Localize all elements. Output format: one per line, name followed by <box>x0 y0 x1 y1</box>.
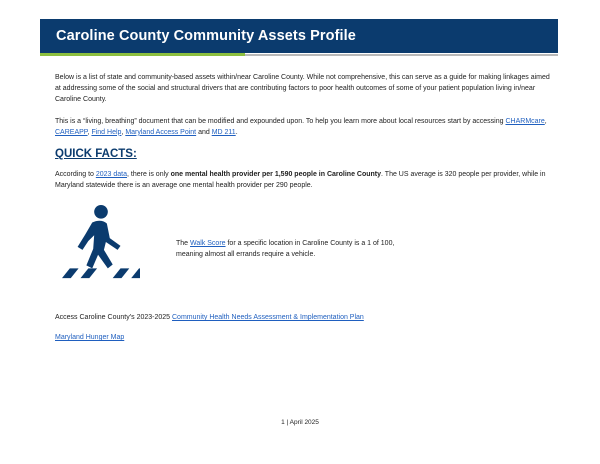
accent-bar-green <box>40 53 245 56</box>
link-careapp[interactable]: CAREAPP <box>55 128 88 136</box>
chna-line: Access Caroline County’s 2023-2025 Community Health Needs Assessment & Implementation Plan <box>55 314 364 321</box>
page-footer: 1 | April 2025 <box>281 419 319 426</box>
header-banner <box>40 19 558 53</box>
living-document-paragraph: This is a “living, breathing” document that can be modified and expounded upon. To help you learn more about local resources start by accessing CHARMcare, CAREAPP, Find Help, Maryland Access Point and MD 211. <box>55 118 547 136</box>
page-title: Caroline County Community Assets Profile <box>56 28 356 44</box>
intro-paragraph: Below is a list of state and community-based assets within/near Caroline County. While not comprehensive, this can serve as a guide for making linkages aimed at addressing some of the social and structural drivers that are contributing factors to poor health outcomes of some of your patient population living in/near Caroline County. <box>55 74 550 103</box>
link-maryland-access-point[interactable]: Maryland Access Point <box>125 128 197 136</box>
link-md-211[interactable]: MD 211 <box>211 128 236 136</box>
quick-facts-paragraph: According to 2023 data, there is only one mental health provider per 1,590 people in Caroline County. The US average is 320 people per provider, while in Maryland statewide there is an average one mental health provider per 290 people. <box>55 171 546 189</box>
link-2023-data[interactable]: 2023 data <box>95 171 128 178</box>
hunger-map-line <box>55 333 555 344</box>
pedestrian-crosswalk-icon <box>62 204 140 282</box>
link-find-help[interactable]: Find Help <box>91 128 122 136</box>
link-chna-plan[interactable]: Community Health Needs Assessment & Implementation Plan <box>172 314 364 321</box>
link-charmcare[interactable]: CHARMcare <box>505 118 545 125</box>
mental-health-stat: one mental health provider per 1,590 people in Caroline County <box>170 171 382 178</box>
link-maryland-hunger-map[interactable]: Maryland Hunger Map <box>55 334 125 341</box>
link-walk-score[interactable]: Walk Score <box>190 240 226 247</box>
walk-score-text: The Walk Score for a specific location in Caroline County is a 1 of 100, meaning almost all errands require a vehicle. <box>176 240 395 258</box>
quick-facts-heading: QUICK FACTS: <box>55 148 137 160</box>
living-document-text: This is a “living, breathing” document that can be modified and expounded upon. To help you learn more about local resources start by accessing <box>55 118 504 125</box>
accent-bar-gray <box>245 54 558 56</box>
